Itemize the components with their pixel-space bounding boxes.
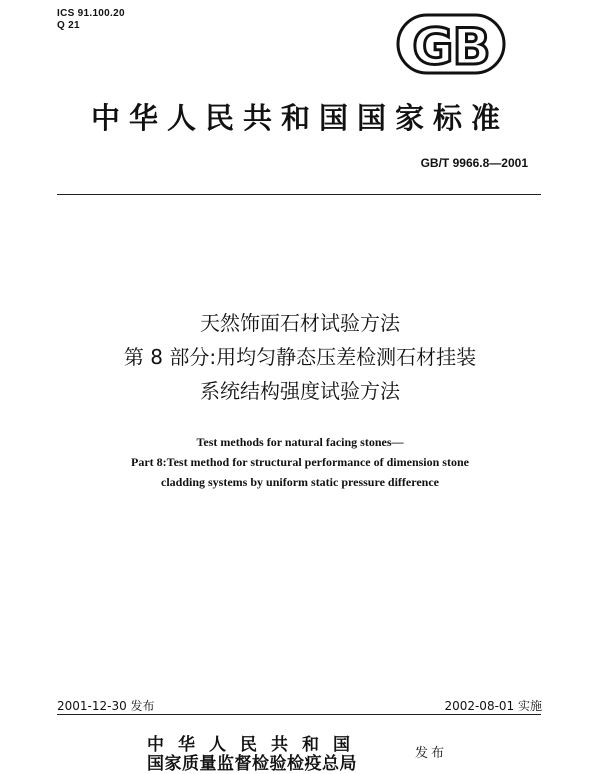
- national-standard-title: 中华人民共和国国家标准: [90, 101, 509, 135]
- bottom-divider: [57, 714, 541, 715]
- implementation-date: 2002-08-01 实施: [444, 699, 542, 713]
- ics-code: ICS 91.100.20: [57, 8, 125, 19]
- cn-title-line-1: 天然饰面石材试验方法: [200, 311, 400, 335]
- gb-logo: [392, 12, 510, 76]
- cn-title-line-2: 第 8 部分:用均匀静态压差检测石材挂装: [123, 345, 477, 369]
- standard-number: GB/T 9966.8—2001: [420, 156, 528, 170]
- chinese-document-title: [0, 306, 600, 408]
- classification-codes: [57, 8, 125, 32]
- publisher-line-1: 中华人民共和国: [147, 735, 364, 755]
- issue-date: 2001-12-30 发布: [57, 699, 155, 713]
- en-title-line-1: Test methods for natural facing stones—: [196, 435, 404, 449]
- en-title-line-3: cladding systems by uniform static pressure difference: [161, 475, 439, 489]
- cn-title-line-3: 系统结构强度试验方法: [200, 379, 400, 403]
- ccs-code: Q 21: [57, 20, 80, 31]
- en-title-line-2: Part 8:Test method for structural performance of dimension stone: [131, 455, 469, 469]
- top-divider: [57, 194, 541, 195]
- gb-logo-text: GB: [412, 18, 490, 76]
- publisher: [147, 736, 364, 774]
- publish-label: 发布: [415, 746, 448, 761]
- english-document-title: [0, 432, 600, 492]
- publisher-line-2: 国家质量监督检验检疫总局: [147, 754, 357, 774]
